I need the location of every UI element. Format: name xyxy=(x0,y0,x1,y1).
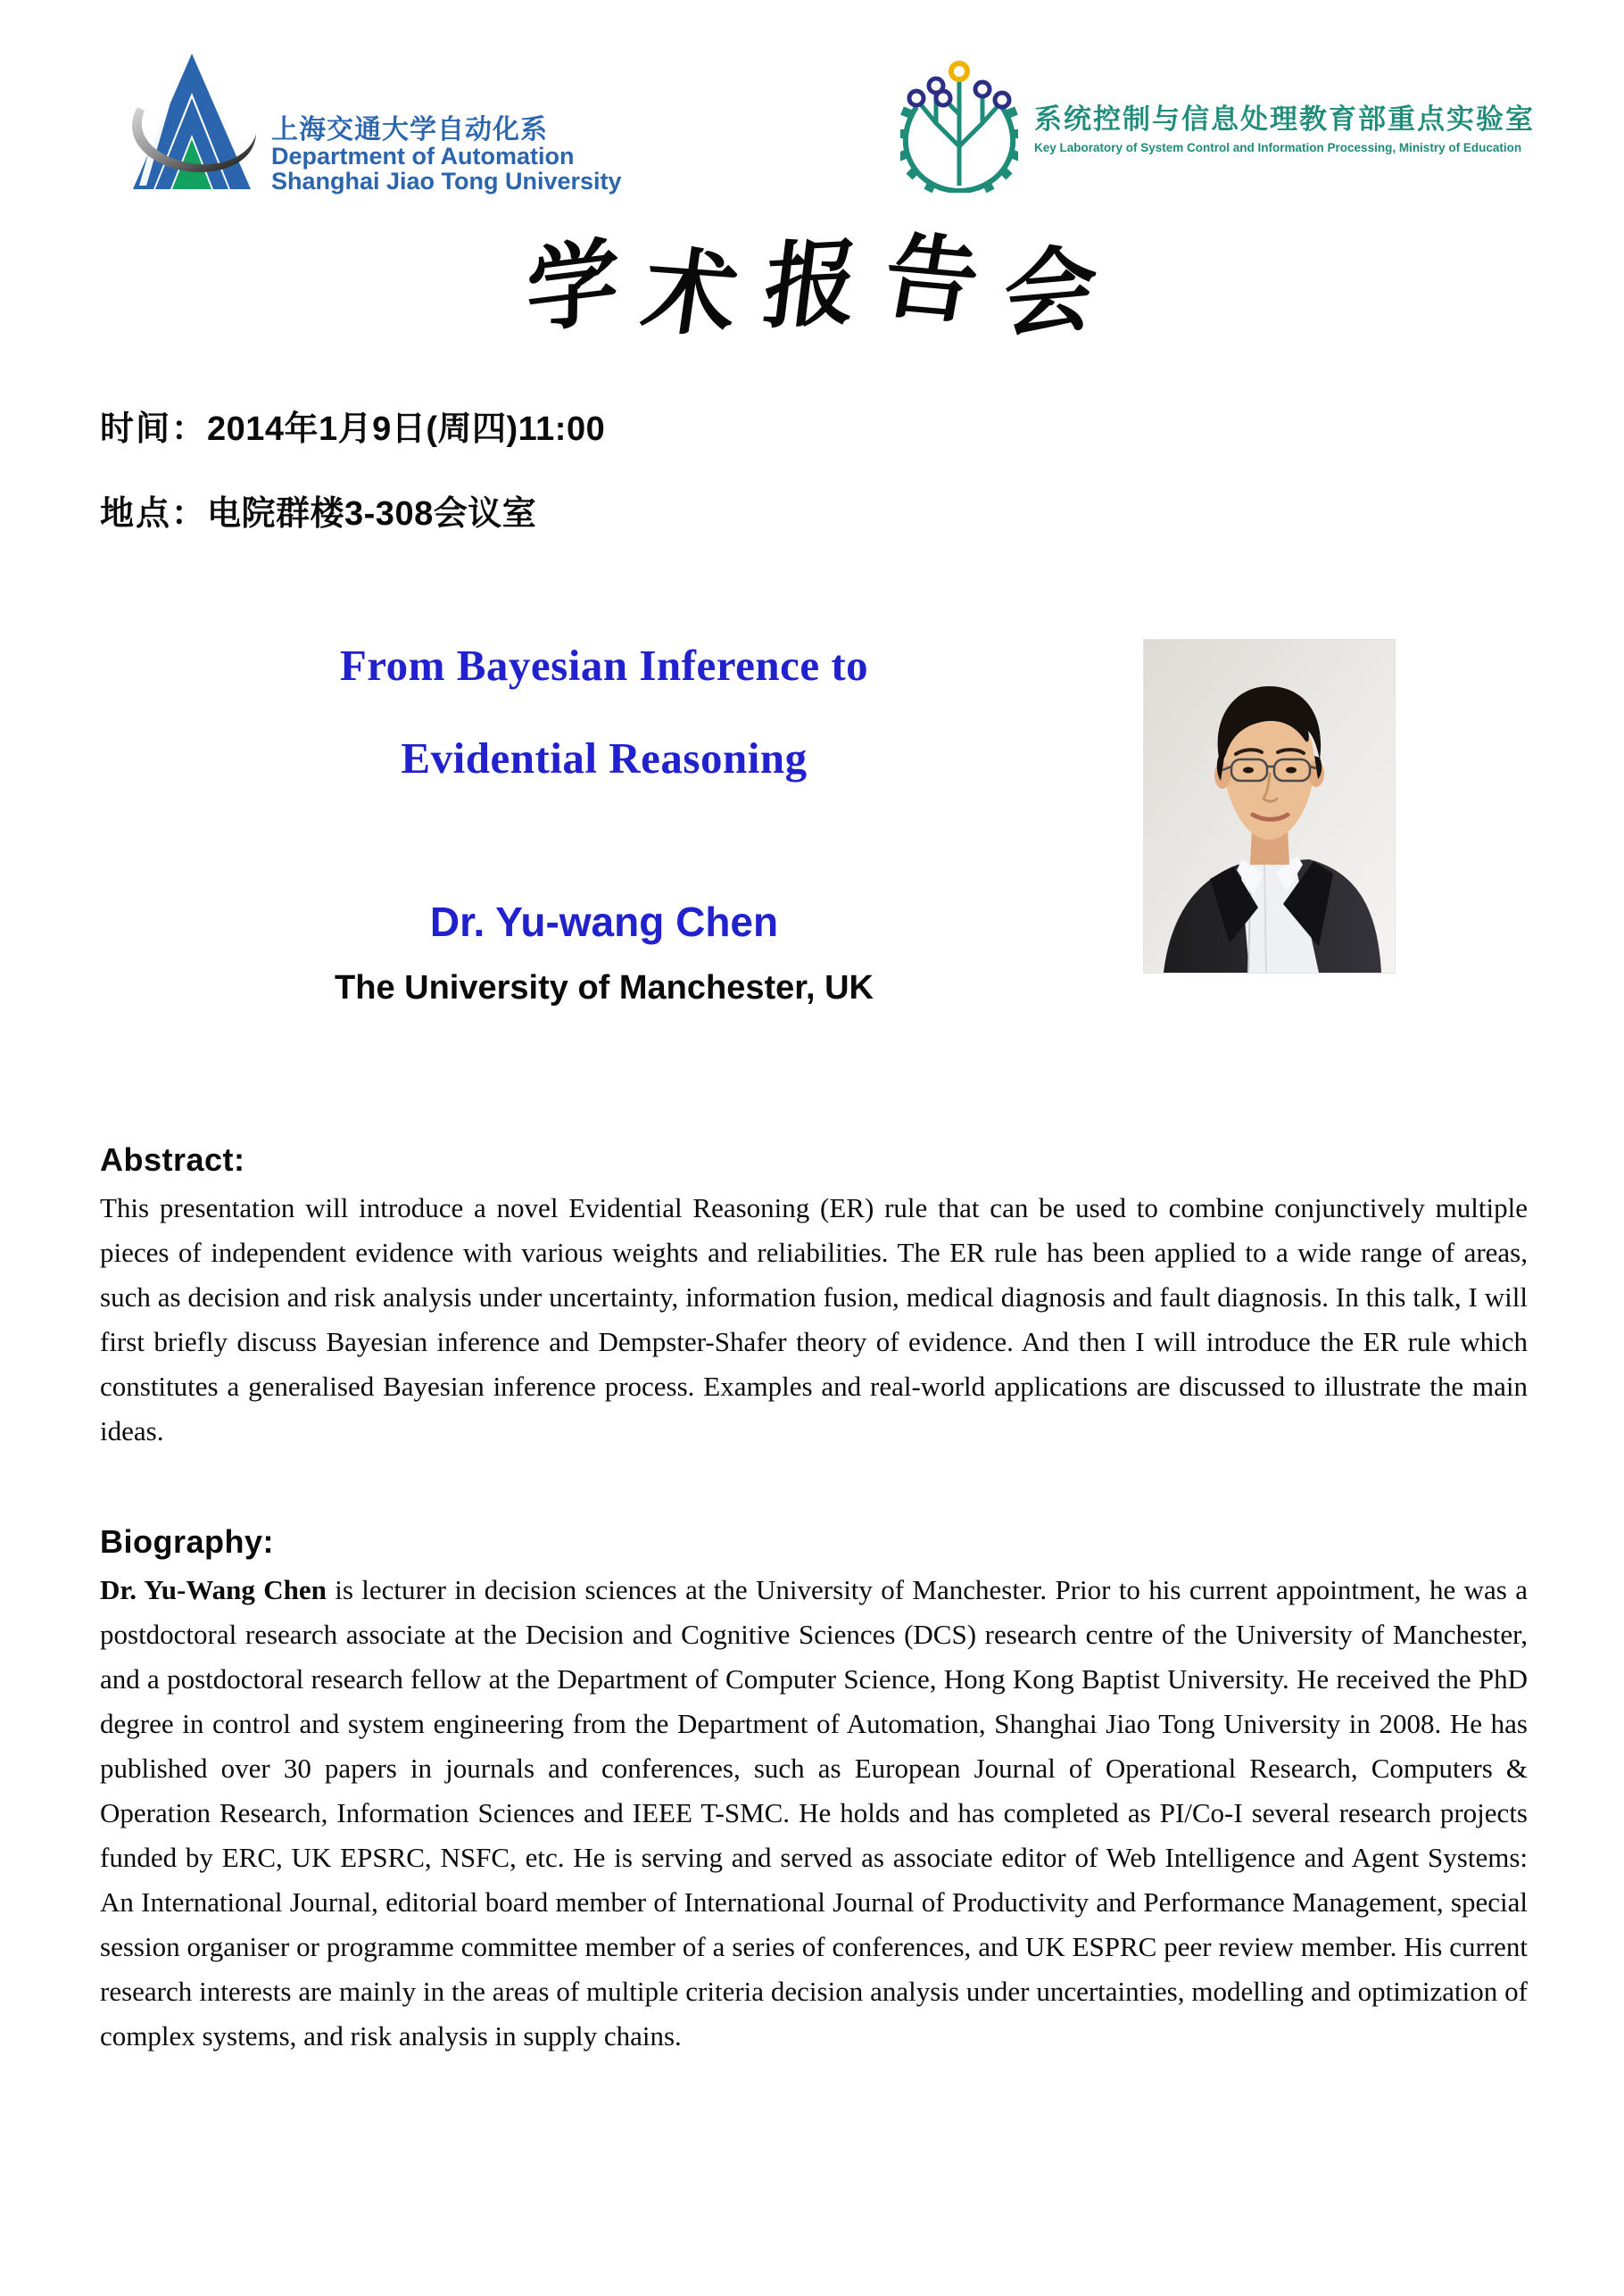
sjtu-logo-line2: Shanghai Jiao Tong University xyxy=(271,167,622,195)
venue-label: 地点： xyxy=(100,495,208,533)
sjtu-logo-title-zh: 上海交通大学自动化系 xyxy=(271,114,548,145)
talk-block xyxy=(0,640,1624,1007)
biography-heading: Biography: xyxy=(100,1523,275,1560)
sjtu-a-mark-icon xyxy=(125,52,259,197)
time-line xyxy=(100,401,1624,450)
sjtu-automation-logo xyxy=(125,52,622,197)
key-lab-logo xyxy=(900,52,1535,197)
keylab-subtitle-en: Key Laboratory of System Control and Information Processing, Ministry of Education xyxy=(1034,140,1522,154)
keylab-title-zh: 系统控制与信息处理教育部重点实验室 xyxy=(1034,103,1535,135)
biography-body xyxy=(100,1568,1528,2059)
speaker-name: Dr. Yu-wang Chen xyxy=(429,899,779,945)
meta-block xyxy=(100,401,1624,535)
time-label: 时间： xyxy=(100,410,208,448)
talk-title-line2: Evidential Reasoning xyxy=(401,734,808,783)
speaker-photo xyxy=(1144,640,1395,973)
venue-line xyxy=(100,485,1624,535)
header xyxy=(0,0,1624,197)
banner xyxy=(0,210,1624,361)
venue-value: 电院群楼3-308会议室 xyxy=(207,495,537,533)
banner-title: 学 术 报 告 会 xyxy=(526,220,1101,352)
biography-text: is lecturer in decision sciences at the University of Manchester. Prior to his current appointment, he was a postdoctoral research associate at the Decision and Cognitive Sciences (DCS) research centre of the University of Manchester, and a postdoctoral research fellow at the Department of Computer Science, Hong Kong Baptist University. He received the PhD degree in control and system engineering from the Department of Automation, Shanghai Jiao Tong University in 2008. He has published over 30 papers in journals and conferences, such as European Journal of Operational Research, Computers & Operation Research, Information Sciences and IEEE T-SMC. He holds and has completed as PI/Co-I several research projects funded by ERC, UK EPSRC, NSFC, etc. He is serving and served as associate editor of Web Intelligence and Agent Systems: An International Journal, editorial board member of International Journal of Productivity and Performance Management, special session organiser or programme committee member of a series of conferences, and UK ESPRC peer review member. His current research interests are mainly in the areas of multiple criteria decision analysis under uncertainties, modelling and optimization of complex systems, and risk analysis in supply chains. xyxy=(100,1574,1528,2051)
time-value: 2014年1月9日(周四)11:00 xyxy=(207,410,606,448)
speaker-affiliation: The University of Manchester, UK xyxy=(335,969,874,1007)
biography-section xyxy=(100,1523,1528,2059)
abstract-section xyxy=(100,1141,1528,1454)
talk-title xyxy=(243,640,965,783)
biography-lead: Dr. Yu-Wang Chen xyxy=(100,1574,327,1605)
talk-title-line1: From Bayesian Inference to xyxy=(339,641,869,690)
abstract-heading: Abstract: xyxy=(100,1141,245,1178)
keylab-gear-circuit-icon xyxy=(900,61,1018,197)
sjtu-logo-line1: Department of Automation xyxy=(271,142,575,170)
abstract-body: This presentation will introduce a novel Evidential Reasoning (ER) rule that can be used to combine conjunctively multiple pieces of independent evidence with various weights and reliabilities. The ER rule has been applied to a wide range of areas, such as decision and risk analysis under uncertainty, information fusion, medical diagnosis and fault diagnosis. In this talk, I will first briefly discuss Bayesian inference and Dempster-Shafer theory of evidence. And then I will introduce the ER rule which constitutes a generalised Bayesian inference process. Examples and real-world applications are discussed to illustrate the main ideas. xyxy=(100,1192,1528,1446)
